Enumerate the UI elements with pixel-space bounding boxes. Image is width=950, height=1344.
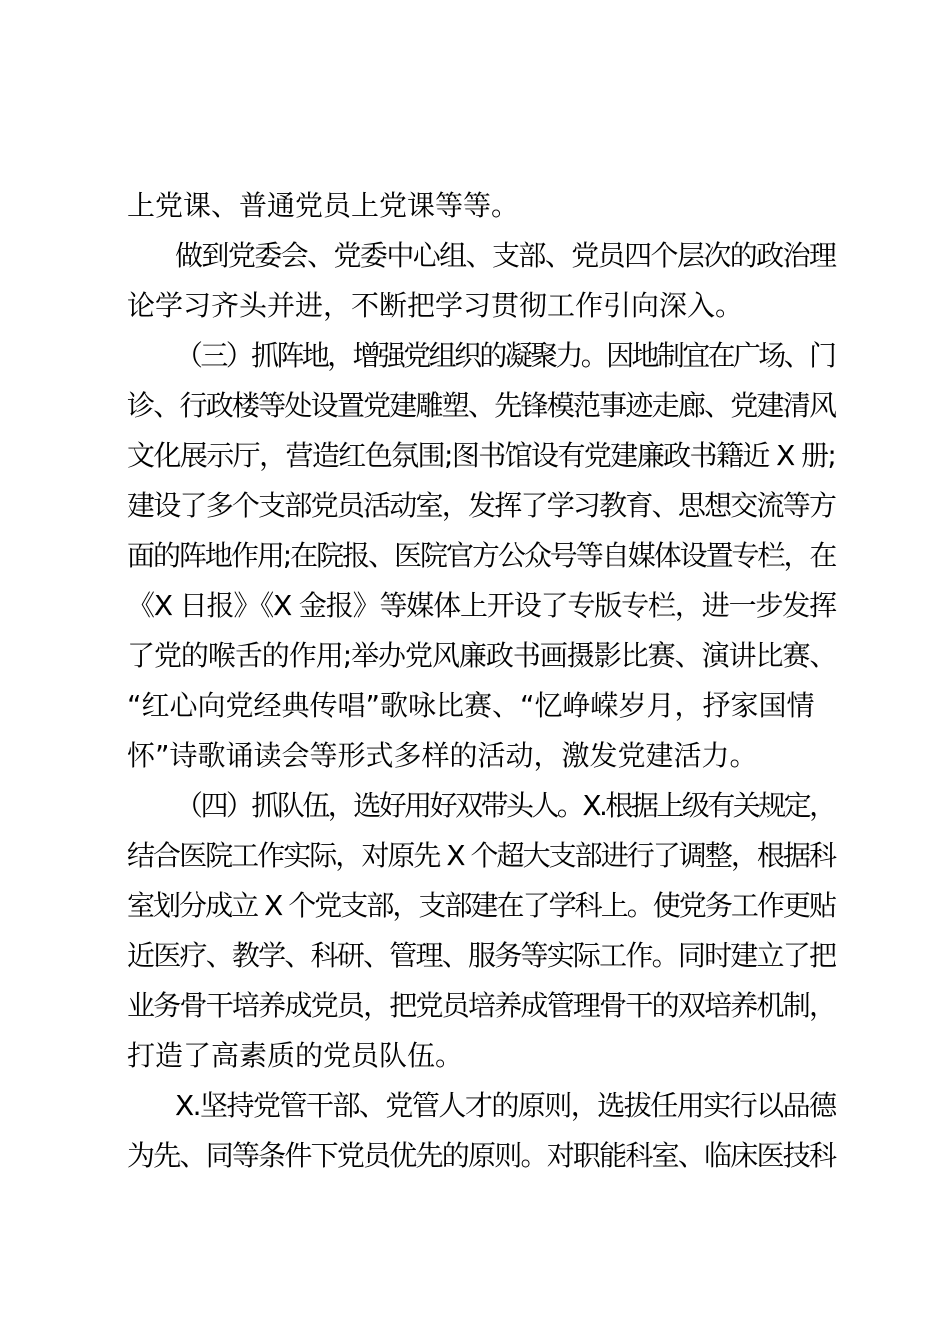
text-line: 《X 日报》《X 金报》等媒体上开设了专版专栏，进一步发挥	[127, 589, 837, 622]
text-line: 了党的喉舌的作用;举办党风廉政书画摄影比赛、演讲比赛、	[127, 639, 837, 672]
text-line: 业务骨干培养成党员，把党员培养成管理骨干的双培养机制，	[127, 989, 836, 1022]
text-line: 打造了高素质的党员队伍。	[127, 1039, 464, 1072]
text-line: 面的阵地作用;在院报、医院官方公众号等自媒体设置专栏，在	[127, 539, 836, 572]
text-line: （四）抓队伍，选好用好双带头人。X.根据上级有关规定，	[175, 789, 835, 822]
text-line: 文化展示厅，营造红色氛围;图书馆设有党建廉政书籍近 X 册;	[127, 439, 836, 472]
text-line: 论学习齐头并进，不断把学习贯彻工作引向深入。	[127, 289, 744, 322]
text-line: 近医疗、教学、科研、管理、服务等实际工作。同时建立了把	[127, 939, 836, 972]
text-line: 为先、同等条件下党员优先的原则。对职能科室、临床医技科	[127, 1139, 836, 1172]
text-line: 上党课、普通党员上党课等等。	[127, 189, 520, 222]
text-line: 室划分成立 X 个党支部，支部建在了学科上。使党务工作更贴	[127, 889, 836, 922]
document-body	[127, 181, 837, 1181]
text-line: X.坚持党管干部、党管人才的原则，选拔任用实行以品德	[175, 1089, 836, 1122]
text-line: “红心向党经典传唱”歌咏比赛、“忆峥嵘岁月，抒家国情	[127, 689, 815, 722]
text-line: （三）抓阵地，增强党组织的凝聚力。因地制宜在广场、门	[175, 339, 835, 372]
text-line: 诊、行政楼等处设置党建雕塑、先锋模范事迹走廊、党建清风	[127, 389, 836, 422]
text-line: 结合医院工作实际，对原先 X 个超大支部进行了调整，根据科	[127, 839, 836, 872]
text-line: 建设了多个支部党员活动室，发挥了学习教育、思想交流等方	[127, 489, 836, 522]
text-line: 做到党委会、党委中心组、支部、党员四个层次的政治理	[175, 239, 836, 272]
text-line: 怀”诗歌诵读会等形式多样的活动，激发党建活力。	[127, 739, 758, 772]
